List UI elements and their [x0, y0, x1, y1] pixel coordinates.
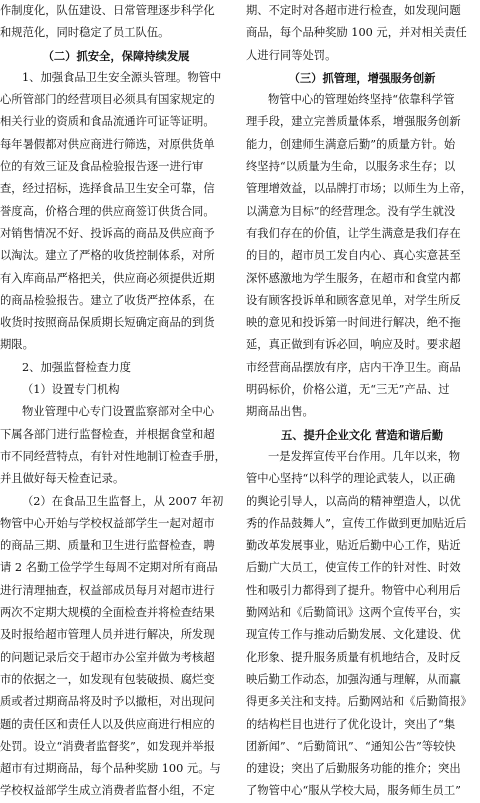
text-line: 以淘汰。建立了严格的收货控制体系，对所 — [0, 249, 215, 263]
text-line: 映的意见和投诉第一时间进行解决，绝不拖 — [246, 316, 461, 330]
text-line: 的建设；突出了后勤服务功能的推介；突出 — [246, 762, 461, 776]
text-line: 终坚持“以质量为生命，以服务求生存；以 — [246, 160, 456, 174]
text-line: 学校权益部学生成立消费者监督小组，不定 — [0, 784, 215, 798]
chapter-heading: 五、提升企业文化 营造和谐后勤 — [280, 427, 444, 442]
text-line: 的目的，超市员工发自内心、真心实意甚至 — [246, 249, 461, 263]
subsection-heading: 2、加强监督检查力度 — [22, 360, 131, 374]
text-line: 心所管部门的经营项目必须具有国家规定的 — [0, 93, 215, 107]
left-column — [0, 0, 232, 803]
text-line: 设有顾客投诉单和顾客意见单，对学生所反 — [246, 293, 461, 307]
text-line: 期限。 — [0, 338, 34, 352]
text-line: 的舆论引导人，以高尚的精神塑造人，以优 — [246, 494, 461, 508]
text-line: 及时报给超市管理人员并进行解决，所发现 — [0, 628, 215, 642]
text-line: 化形象、提升服务质量有机地结合，及时反 — [246, 650, 461, 664]
text-line: 人进行同等处罚。 — [246, 48, 337, 62]
text-line: 物业管理中心专门设置监察部对全中心 — [22, 405, 215, 419]
text-line: 勤改革发展事业，贴近后勤中心工作，贴近 — [246, 539, 461, 553]
text-line: 的商品检验报告。建立了收货严控体系，在 — [0, 293, 215, 307]
text-line: 并且做好每天检查记录。 — [0, 472, 125, 486]
text-line: 有入库商品严格把关，供应商必须提供近期 — [0, 271, 215, 285]
text-line: 查，经过招标，选择食品卫生安全可靠，信 — [0, 182, 215, 196]
text-line: 延，真正做到有诉必回，响应及时。要求超 — [246, 338, 461, 352]
text-line: 勤网站和《后勤简讯》这两个宣传平台，实 — [246, 606, 461, 620]
text-line: 位的有效三证及食品检验报告逐一进行审 — [0, 160, 204, 174]
text-line: 管理增效益，以品牌打市场；以师生为上帝， — [246, 182, 472, 196]
text-line: 两次不定期大规模的全面检查并将检查结果 — [0, 606, 215, 620]
text-line: 市不同经营特点，有针对性地制订检查手册， — [0, 449, 226, 463]
text-line: 有我们存在的价值，让学生满意是我们存在 — [246, 226, 461, 240]
text-line: 能力，创建师生满意后勤”的质量方针。始 — [246, 137, 456, 151]
text-line: 物管中心开始与学校权益部学生一起对超市 — [0, 516, 215, 530]
text-line: （2）在食品卫生监督上，从 2007 年初 — [22, 494, 224, 508]
text-line: 秀的作品鼓舞人”，宣传工作做到更加贴近后 — [246, 516, 467, 530]
text-line: 了物管中心“服从学校大局，服务师生员工” — [246, 784, 461, 798]
section-heading: （三）抓管理，增强服务创新 — [288, 70, 436, 85]
text-line: 质或者过期商品将及时予以撤柜，对出现问 — [0, 695, 215, 709]
text-line: 明码标价，价格公道，无“三无”产品、过 — [246, 383, 450, 397]
section-heading: （二）抓安全，保障持续发展 — [42, 48, 190, 63]
text-line: 团新闻”、“后勤简讯”、“通知公告”等较快 — [246, 739, 456, 753]
text-line: 相关行业的资质和食品流通许可证等证明。 — [0, 115, 215, 129]
text-line: 题的责任区和责任人以及供应商进行相应的 — [0, 717, 215, 731]
text-line: 管中心坚持“以科学的理论武装人，以正确 — [246, 472, 456, 486]
text-line: 深怀感激地为学生服务，在超市和食堂内都 — [246, 271, 461, 285]
text-line: 一是发挥宣传平台作用。几年以来，物 — [268, 449, 461, 463]
text-line: 的结构栏目也进行了优化设计，突出了“集 — [246, 717, 456, 731]
text-line: 现宣传工作与推动后勤发展、文化建设、优 — [246, 628, 461, 642]
text-line: 映后勤工作动态，加强沟通与理解，从而赢 — [246, 672, 461, 686]
text-line: 物管中心的管理始终坚持“依靠科学管 — [268, 93, 455, 107]
text-line: 收货时按照商品保质期长短确定商品的到货 — [0, 316, 215, 330]
text-line: 期、不定时对各超市进行检查，如发现问题 — [246, 4, 461, 17]
text-line: 性和吸引力都得到了提升。物管中心利用后 — [246, 583, 461, 597]
text-line: 和规范化，同时稳定了员工队伍。 — [0, 26, 170, 40]
text-line: 每年暑假都对供应商进行筛选，对原供货单 — [0, 137, 215, 151]
text-line: 超市有过期商品，每个品种奖励 100 元。与 — [0, 762, 221, 776]
text-line: 市的依据之一，如发现有包装破损、腐烂变 — [0, 672, 215, 686]
text-line: 誉度高，价格合理的供应商签订供货合同。 — [0, 204, 215, 218]
text-line: 对销售情况不好、投诉高的商品及供应商予 — [0, 226, 215, 240]
text-line: 后勤广大员工，使宣传工作的针对性、时效 — [246, 561, 461, 575]
text-line: 市经营商品摆放有序，店内干净卫生。商品 — [246, 360, 461, 374]
text-line: 进行清理抽查，权益部成员每月对超市进行 — [0, 583, 215, 597]
text-line: 下属各部门进行监督检查，并根据食堂和超 — [0, 427, 215, 441]
text-line: 理手段，建立完善质量体系，增强服务创新 — [246, 115, 461, 129]
text-line: 得更多关注和支持。后勤网站和《后勤简报》 — [246, 695, 472, 709]
text-line: 期商品出售。 — [246, 405, 314, 419]
text-line: 以满意为目标”的经营理念。没有学生就没 — [246, 204, 456, 218]
text-line: 作制度化，队伍建设、日常管理逐步科学化 — [0, 4, 215, 17]
text-line: 的问题记录后交于超市办公室并做为考核超 — [0, 650, 215, 664]
right-column — [246, 0, 478, 803]
text-line: 请 2 名勤工俭学学生每周不定期对所有商品 — [0, 561, 218, 575]
text-line: 商品，每个品种奖励 100 元，并对相关责任 — [246, 26, 467, 40]
subsection-heading: （1）设置专门机构 — [22, 383, 120, 397]
text-line: 的商品三期、质量和卫生进行监督检查，聘 — [0, 539, 215, 553]
text-line: 处罚。设立“消费者监督奖”，如发现并举报 — [0, 739, 215, 753]
text-line: 1、加强食品卫生安全源头管理。物管中 — [22, 70, 222, 84]
